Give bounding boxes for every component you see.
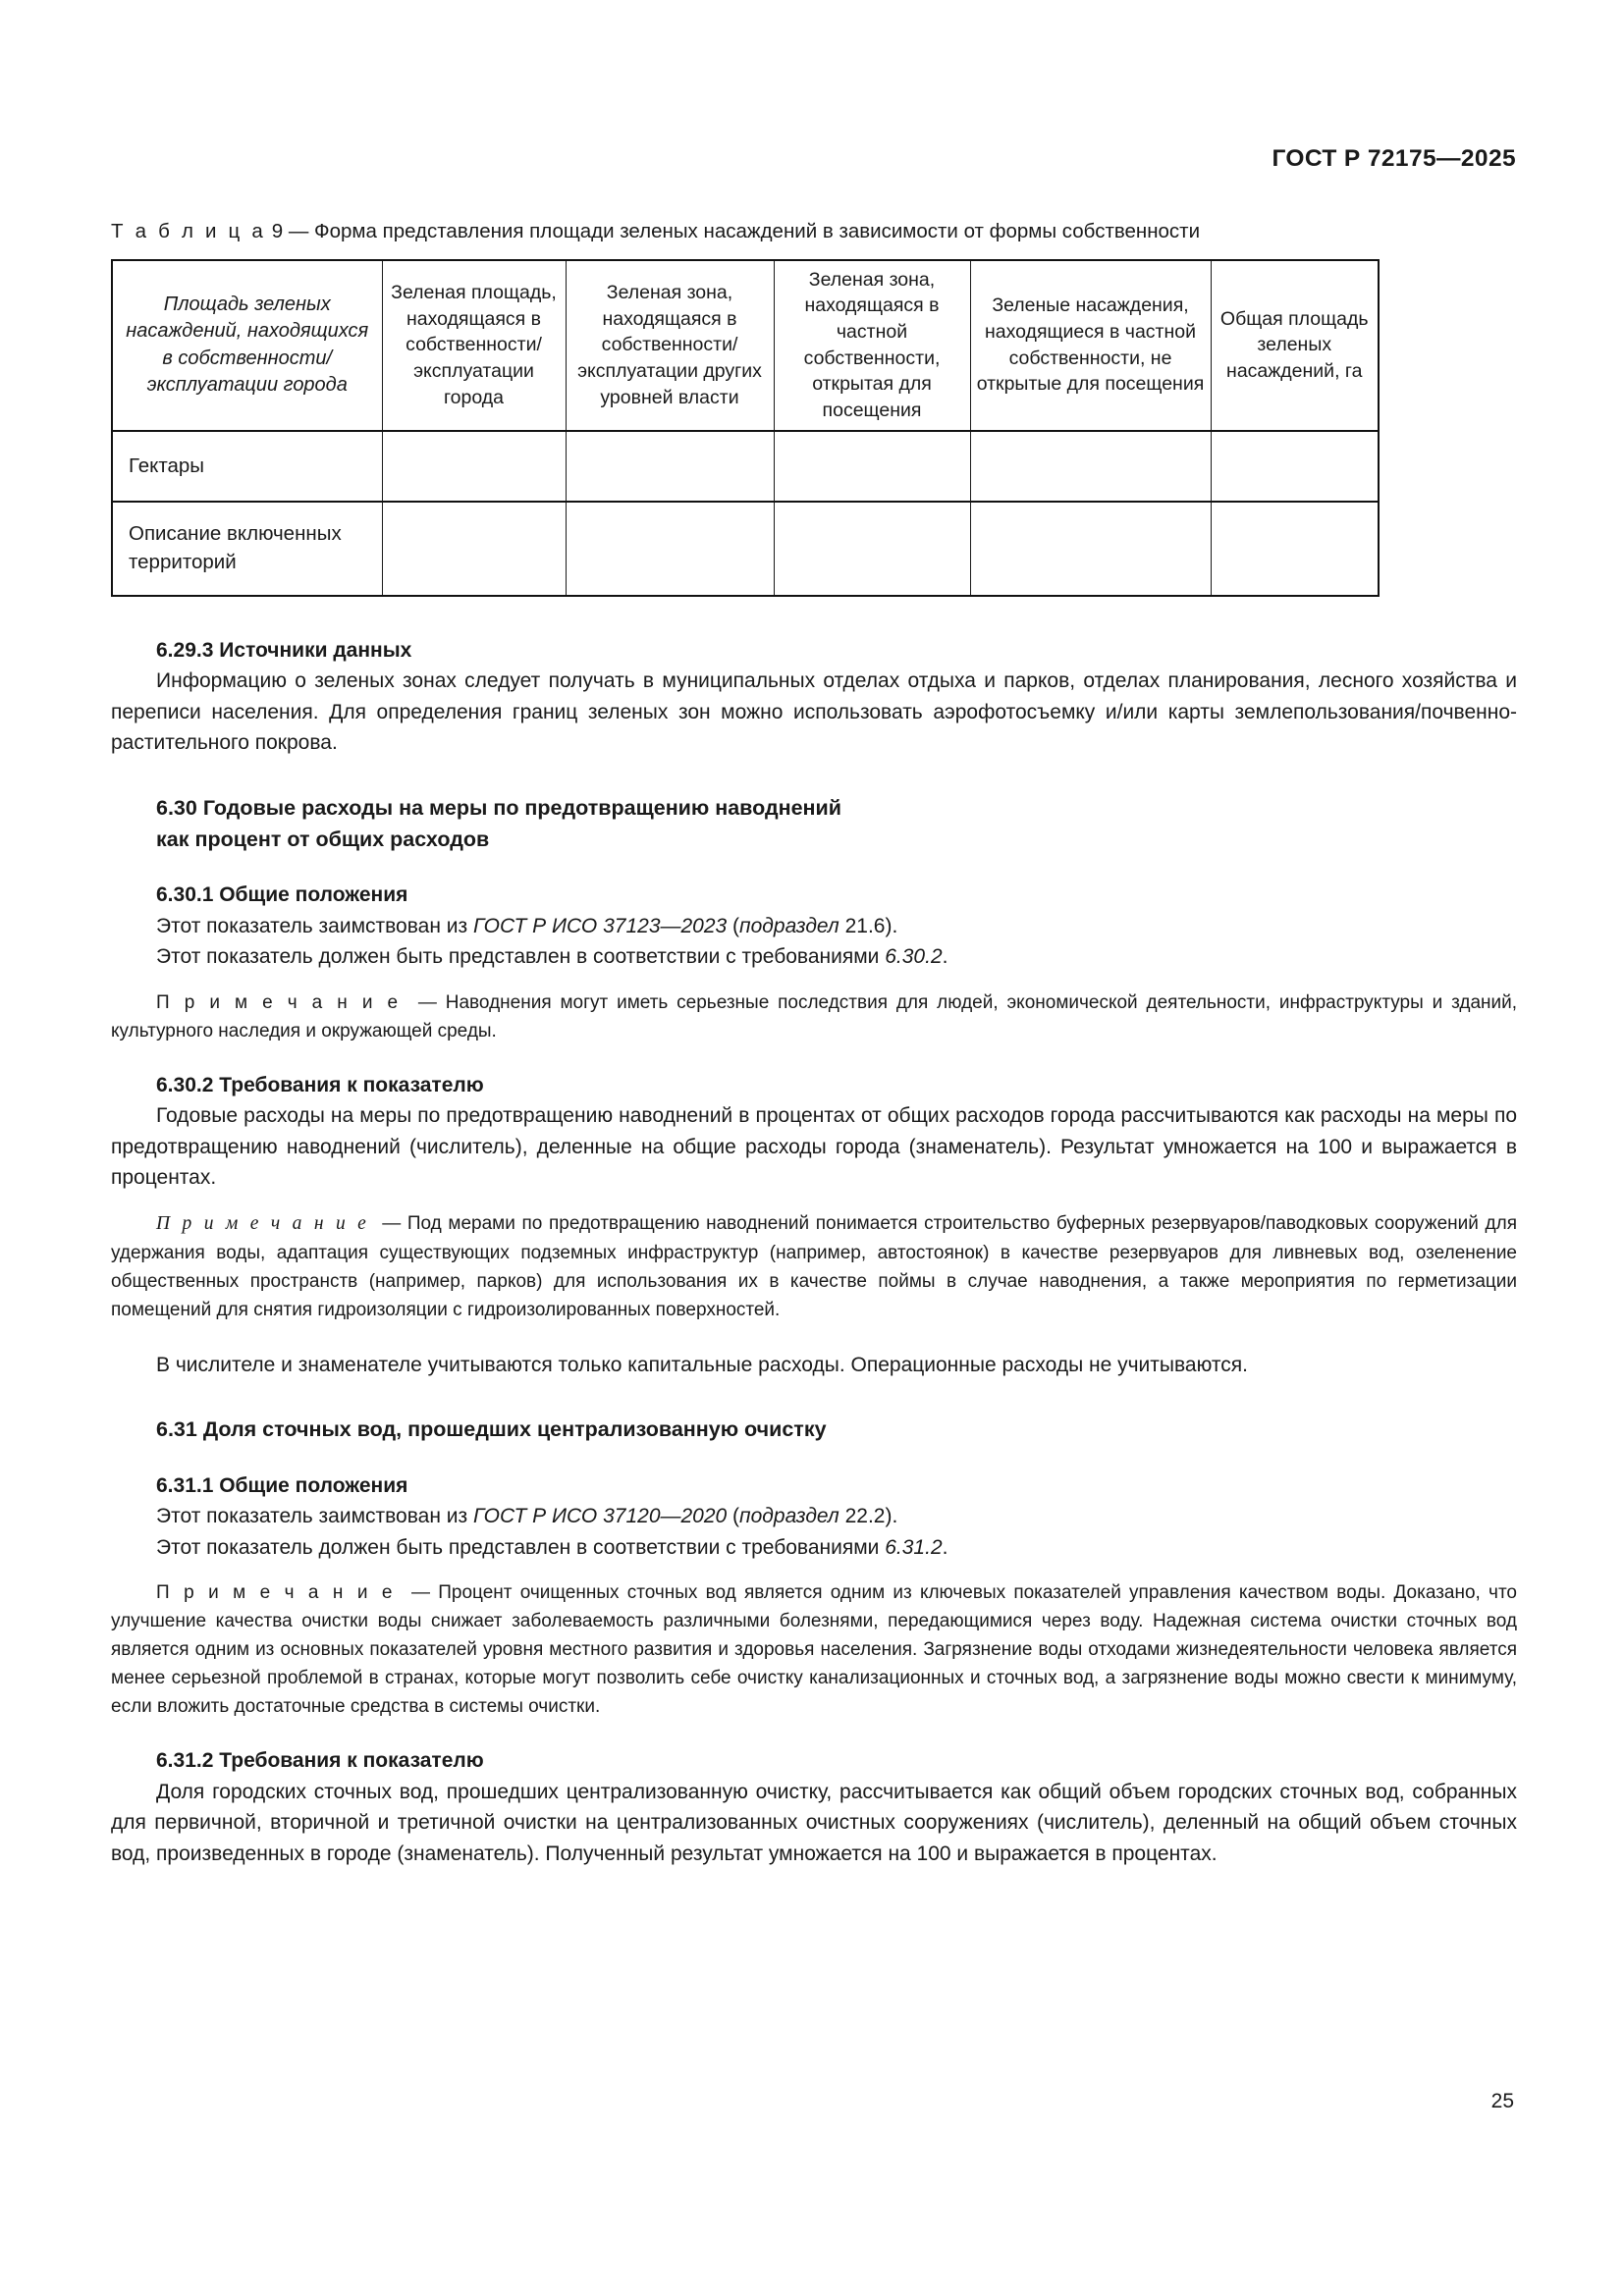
heading-6-31-1: 6.31.1 Общие положения bbox=[156, 1473, 408, 1497]
table-header-cell-3: Зеленая зона, находящаяся в частной собственности, открытая для посещения bbox=[774, 260, 970, 431]
table-header-cell-0: Площадь зеленых насаждений, находящихся в собственности/ эксплуатации города bbox=[112, 260, 382, 431]
text-suffix: 21.6). bbox=[839, 914, 898, 937]
table-cell[interactable] bbox=[382, 431, 566, 502]
paragraph-6-31-1-line2 bbox=[111, 1532, 1517, 1564]
table-row bbox=[112, 431, 1379, 502]
note-label: П р и м е ч а н и е bbox=[156, 991, 402, 1013]
table-cell[interactable] bbox=[382, 502, 566, 596]
text-suffix: . bbox=[942, 1535, 948, 1559]
table-caption bbox=[111, 218, 1517, 245]
paragraph-6-30-1-line1 bbox=[111, 911, 1517, 942]
text-prefix: Этот показатель заимствован из bbox=[156, 1505, 473, 1528]
table-row-label: Гектары bbox=[112, 431, 382, 502]
paragraph-6-30-2: Годовые расходы на меры по предотвращению наводнений в процентах от общих расходов города рассчитываются как расходы на меры по предотвращению наводнений (числитель), деленные на общие расходы города (знаменатель). Результат умножается на 100 и выражается в процентах. bbox=[111, 1104, 1517, 1190]
subsection-word: подраздел bbox=[739, 914, 839, 937]
table-row bbox=[112, 502, 1379, 596]
table-row-label: Описание включенных территорий bbox=[112, 502, 382, 596]
standard-reference: ГОСТ Р ИСО 37120—2020 bbox=[472, 1505, 728, 1528]
page-content bbox=[111, 218, 1517, 1869]
table-header-cell-5: Общая площадь зеленых насаждений, га bbox=[1211, 260, 1379, 431]
heading-6-30-1: 6.30.1 Общие положения bbox=[156, 883, 408, 907]
text-prefix: Этот показатель должен быть представлен в соответствии с требованиями bbox=[156, 945, 886, 969]
table-caption-label: Т а б л и ц а bbox=[111, 220, 266, 242]
clause-reference: 6.30.2 bbox=[885, 945, 943, 969]
table-cell[interactable] bbox=[970, 502, 1211, 596]
note-6-31-1 bbox=[111, 1578, 1517, 1721]
standard-reference: ГОСТ Р ИСО 37123—2023 bbox=[472, 914, 728, 937]
table-header-cell-1: Зеленая площадь, находящаяся в собственности/ эксплуатации города bbox=[382, 260, 566, 431]
note-text: Процент очищенных сточных вод является одним из ключевых показателей управления качеством воды. Доказано, что улучшение качества очистки воды снижает заболеваемость различными болезнями, передающимися через воду. Надежная система очистки сточных вод является одним из основных показателей уровня местного развития и здоровья населения. Загрязнение воды отходами жизнедеятельности человека является менее серьезной проблемой в странах, которые могут позволить себе очистку канализационных и сточных вод, а загрязнение воды можно свести к минимуму, если вложить достаточные средства в системы очистки. bbox=[111, 1582, 1517, 1718]
text-mid: ( bbox=[727, 1505, 740, 1528]
text-mid: ( bbox=[727, 914, 740, 937]
paragraph-6-29-3: Информацию о зеленых зонах следует получать в муниципальных отделах отдыха и парков, отделах планирования, лесного хозяйства и переписи населения. Для определения границ зеленых зон можно использовать аэрофотосъемку и/или карты землепользования/почвенно-растительного покрова. bbox=[111, 669, 1517, 755]
table-caption-text: Форма представления площади зеленых насаждений в зависимости от формы собственности bbox=[314, 220, 1201, 242]
heading-6-29-3: 6.29.3 Источники данных bbox=[156, 638, 412, 662]
note-6-30-1 bbox=[111, 988, 1517, 1045]
note-text: Наводнения могут иметь серьезные последствия для людей, экономической деятельности, инфраструктуры и зданий, культурного наследия и окружающей среды. bbox=[111, 991, 1518, 1041]
table-header-cell-2: Зеленая зона, находящаяся в собственности/ эксплуатации других уровней власти bbox=[566, 260, 774, 431]
paragraph-6-31-1-line1 bbox=[111, 1501, 1517, 1532]
heading-6-31: 6.31 Доля сточных вод, прошедших централизованную очистку bbox=[156, 1417, 827, 1442]
table-cell[interactable] bbox=[1211, 431, 1379, 502]
clause-reference: 6.31.2 bbox=[885, 1535, 943, 1559]
table-header-cell-4: Зеленые насаждения, находящиеся в частной собственности, не открытые для посещения bbox=[970, 260, 1211, 431]
table-cell[interactable] bbox=[774, 502, 970, 596]
text-prefix: Этот показатель заимствован из bbox=[156, 914, 473, 937]
heading-6-31-2: 6.31.2 Требования к показателю bbox=[156, 1749, 484, 1773]
table-cell[interactable] bbox=[566, 502, 774, 596]
paragraph-6-30-2-capital-costs: В числителе и знаменателе учитываются только капитальные расходы. Операционные расходы не учитываются. bbox=[156, 1353, 1248, 1376]
note-dash: — bbox=[417, 991, 437, 1013]
note-6-30-2 bbox=[111, 1209, 1517, 1324]
table-cell[interactable] bbox=[566, 431, 774, 502]
note-text: Под мерами по предотвращению наводнений понимается строительство буферных резервуаров/паводковых сооружений для удержания воды, адаптация существующих подземных инфраструктур (например, автостоянок) в качестве резервуаров для ливневых вод, озеленение общественных пространств (например, парков) для использования их в качестве поймы в случае наводнения, а также мероприятия по герметизации помещений для снятия гидроизоляции с гидроизолированных поверхностей. bbox=[111, 1212, 1517, 1320]
table-green-area-ownership bbox=[111, 259, 1380, 597]
text-suffix: . bbox=[942, 945, 948, 969]
page-number: 25 bbox=[1490, 2090, 1514, 2112]
table-caption-number: 9 bbox=[271, 220, 284, 242]
table-cell[interactable] bbox=[970, 431, 1211, 502]
table-caption-dash: — bbox=[288, 220, 309, 242]
note-dash: — bbox=[382, 1212, 402, 1234]
table-cell[interactable] bbox=[774, 431, 970, 502]
note-label: П р и м е ч а н и е bbox=[156, 1212, 369, 1234]
paragraph-6-30-1-line2 bbox=[111, 941, 1517, 973]
note-label: П р и м е ч а н и е bbox=[156, 1582, 396, 1604]
table-header-row bbox=[112, 260, 1379, 431]
document-header-standard-id: ГОСТ Р 72175—2025 bbox=[1272, 145, 1516, 172]
heading-6-30-2: 6.30.2 Требования к показателю bbox=[156, 1073, 484, 1096]
text-suffix: 22.2). bbox=[839, 1505, 898, 1528]
heading-6-30-line1: 6.30 Годовые расходы на меры по предотвращению наводнений bbox=[156, 795, 841, 820]
table-cell[interactable] bbox=[1211, 502, 1379, 596]
note-dash: — bbox=[411, 1582, 431, 1604]
subsection-word: подраздел bbox=[739, 1505, 839, 1528]
heading-6-30-line2: как процент от общих расходов bbox=[156, 828, 490, 852]
paragraph-6-31-2: Доля городских сточных вод, прошедших централизованную очистку, рассчитывается как общий объем городских сточных вод, собранных для первичной, вторичной и третичной очистки на централизованных очистных сооружениях (числитель), деленный на общий объем сточных вод, произведенных в городе (знаменатель). Полученный результат умножается на 100 и выражается в процентах. bbox=[111, 1780, 1517, 1865]
text-prefix: Этот показатель должен быть представлен в соответствии с требованиями bbox=[156, 1535, 886, 1559]
